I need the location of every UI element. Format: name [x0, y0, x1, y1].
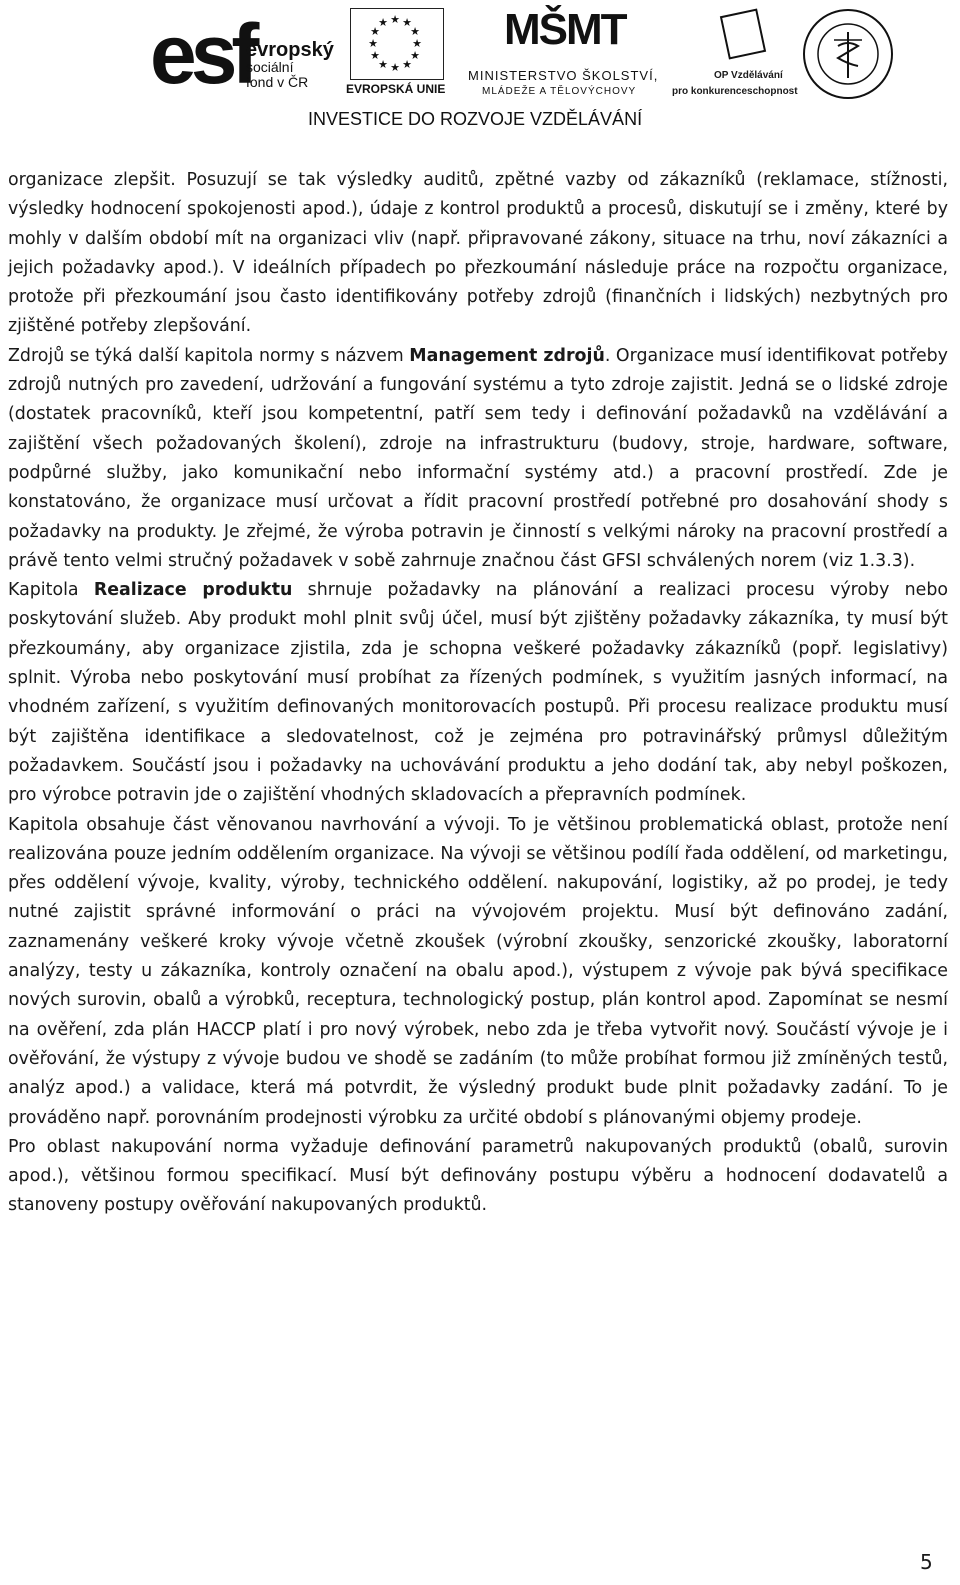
esf-line1: evropský	[246, 39, 334, 61]
svg-text:★: ★	[402, 17, 412, 29]
svg-text:★: ★	[370, 26, 380, 38]
paragraph-2-text-b: . Organizace musí identifikovat potřeby zdrojů nutných pro zavedení, udržování a fungování systému a tyto zdroje zajistit. Jedná se o lidské zdroje (dostatek pracovníků, kteří jsou kompetentní, patří sem tedy i definování požadavků na vzdělávání a zajištění všech požadovaných školení), zdroje na infrastrukturu (budovy, stroje, hardware, software, podpůrné služby, jako komunikační nebo informační systémy atd.) a pracovní prostředí. Zde je konstatováno, že organizace musí určovat a řídit pracovní prostředí potřebné pro dosahování shody s požadavky na produkty. Je zřejmé, že výroba potravin je činností s velkými nároky na pracovní prostředí a právě tento velmi stručný požadavek v sobě zahrnuje značnou část GFSI schválených norem (viz 1.3.3).	[8, 345, 948, 571]
msmt-line1: MINISTERSTVO ŠKOLSTVÍ,	[468, 68, 659, 83]
paragraph-2-bold: Management zdrojů	[409, 345, 605, 366]
op-badge-icon	[720, 9, 766, 60]
paragraph-4: Kapitola obsahuje část věnovanou navrhování a vývoji. To je většinou problematická oblast, protože není realizována pouze jedním oddělením organizace. Na vývoji se většinou podílí řada oddělení, od marketingu, přes oddělení vývoje, kvality, výroby, technického oddělení. nakupování, logistiky, až po prodej, je tedy nutné zajistit správné informování o práci na vývojovém projektu. Musí být definováno zadání, zaznamenány veškeré kroky vývoje včetně zkoušek (výrobní zkoušky, senzorické zkoušky, laboratorní analýzy, testy u zákazníka, kontroly označení na obalu apod.), výstupem z vývoje pak bývá specifikace nových surovin, obalů a výrobků, receptura, technologický postup, plán kontrol apod. Zapomínat se nesmí na ověření, zda plán HACCP platí i pro nový výrobek, nebo zda je třeba vytvořit nový. Součástí vývoje je i ověřování, že výstupy z vývoje budou ve shodě se zadáním (to může probíhat formou již zmíněných testů, analýz apod.) a validace, která má potvrdit, že výsledný produkt bude plnit požadavky zadání. To je prováděno např. porovnáním prodejnosti výrobku za určité období s plánovanými objemy prodeje.	[8, 814, 948, 1128]
svg-text:★: ★	[378, 59, 388, 71]
esf-line2: sociální	[246, 59, 294, 75]
svg-text:★: ★	[390, 14, 400, 26]
op-logo	[672, 12, 798, 102]
eu-flag-icon	[350, 8, 444, 80]
svg-text:★: ★	[412, 38, 422, 50]
university-seal-icon	[800, 6, 896, 102]
svg-text:★: ★	[410, 26, 420, 38]
paragraph-3-bold: Realizace produktu	[93, 580, 293, 601]
svg-text:★: ★	[370, 50, 380, 62]
op-line2: pro konkurenceschopnost	[672, 86, 798, 97]
page-number: 5	[920, 1550, 933, 1574]
eu-caption: EVROPSKÁ UNIE	[346, 82, 446, 96]
document-body	[8, 166, 948, 1221]
msmt-mark: MŠMT	[504, 5, 626, 54]
msmt-line2: MLÁDEŽE A TĚLOVÝCHOVY	[482, 86, 637, 97]
esf-logo	[150, 6, 340, 102]
msmt-logo	[468, 6, 668, 104]
logo-header	[0, 0, 960, 140]
paragraph-2	[8, 342, 948, 576]
svg-text:★: ★	[368, 38, 378, 50]
paragraph-3-text-b: shrnuje požadavky na plánování a realizaci procesu výroby nebo poskytování služeb. Aby produkt mohl plnit svůj účel, musí být zjištěny požadavky zákazníka, ty musí být přezkoumány, aby organizace zjistila, zda je schopna veškeré požadavky zákazníků (popř. legislativy) splnit. Výroba nebo poskytování musí probíhat za řízených podmínek, s využitím jasných informací, na vhodném zařízení, s využitím definovaných monitorovacích postupů. Při procesu realizace produktu musí být zajištěna identifikace a sledovatelnost, což je zejména pro potravinářský průmysl důležitým požadavkem. Součástí jsou i požadavky na uchovávání produktu a jeho dodání tak, aby nebyl poškozen, pro výrobce potravin jde o zajištění vhodných skladovacích a přepravních podmínek.	[8, 580, 948, 806]
logo-row	[150, 6, 910, 104]
esf-mark: esf	[150, 7, 254, 101]
esf-line3: fond v ČR	[246, 74, 309, 90]
paragraph-3-text-a: Kapitola	[8, 580, 94, 601]
svg-text:★: ★	[402, 59, 412, 71]
header-tagline: INVESTICE DO ROZVOJE VZDĚLÁVÁNÍ	[308, 109, 643, 129]
paragraph-1: organizace zlepšit. Posuzují se tak výsledky auditů, zpětné vazby od zákazníků (reklamace, stížnosti, výsledky hodnocení spokojenosti apod.), údaje z kontrol produktů a procesů, diskutují se i změny, které by mohly v dalším období mít na organizaci vliv (např. připravované zákony, situace na trhu, noví zákazníci a jejich požadavky apod.). V ideálních případech po přezkoumání následuje práce na rozpočtu organizace, protože při přezkoumání jsou často identifikovány potřeby zdrojů (finančních i lidských) nezbytných pro zjištěné potřeby zlepšování.	[8, 170, 948, 337]
svg-text:★: ★	[390, 62, 400, 74]
eu-logo	[346, 8, 446, 104]
esf-text	[246, 40, 334, 90]
svg-text:★: ★	[410, 50, 420, 62]
paragraph-3	[8, 576, 948, 810]
paragraph-2-text-a: Zdrojů se týká další kapitola normy s názvem	[8, 345, 410, 366]
paragraph-5: Pro oblast nakupování norma vyžaduje definování parametrů nakupovaných produktů (obalů, surovin apod.), většinou formou specifikací. Musí být definovány postupu výběru a hodnocení dodavatelů a stanoveny postupy ověřování nakupovaných produktů.	[8, 1136, 948, 1216]
op-line1: OP Vzdělávání	[714, 70, 783, 81]
svg-text:★: ★	[378, 17, 388, 29]
